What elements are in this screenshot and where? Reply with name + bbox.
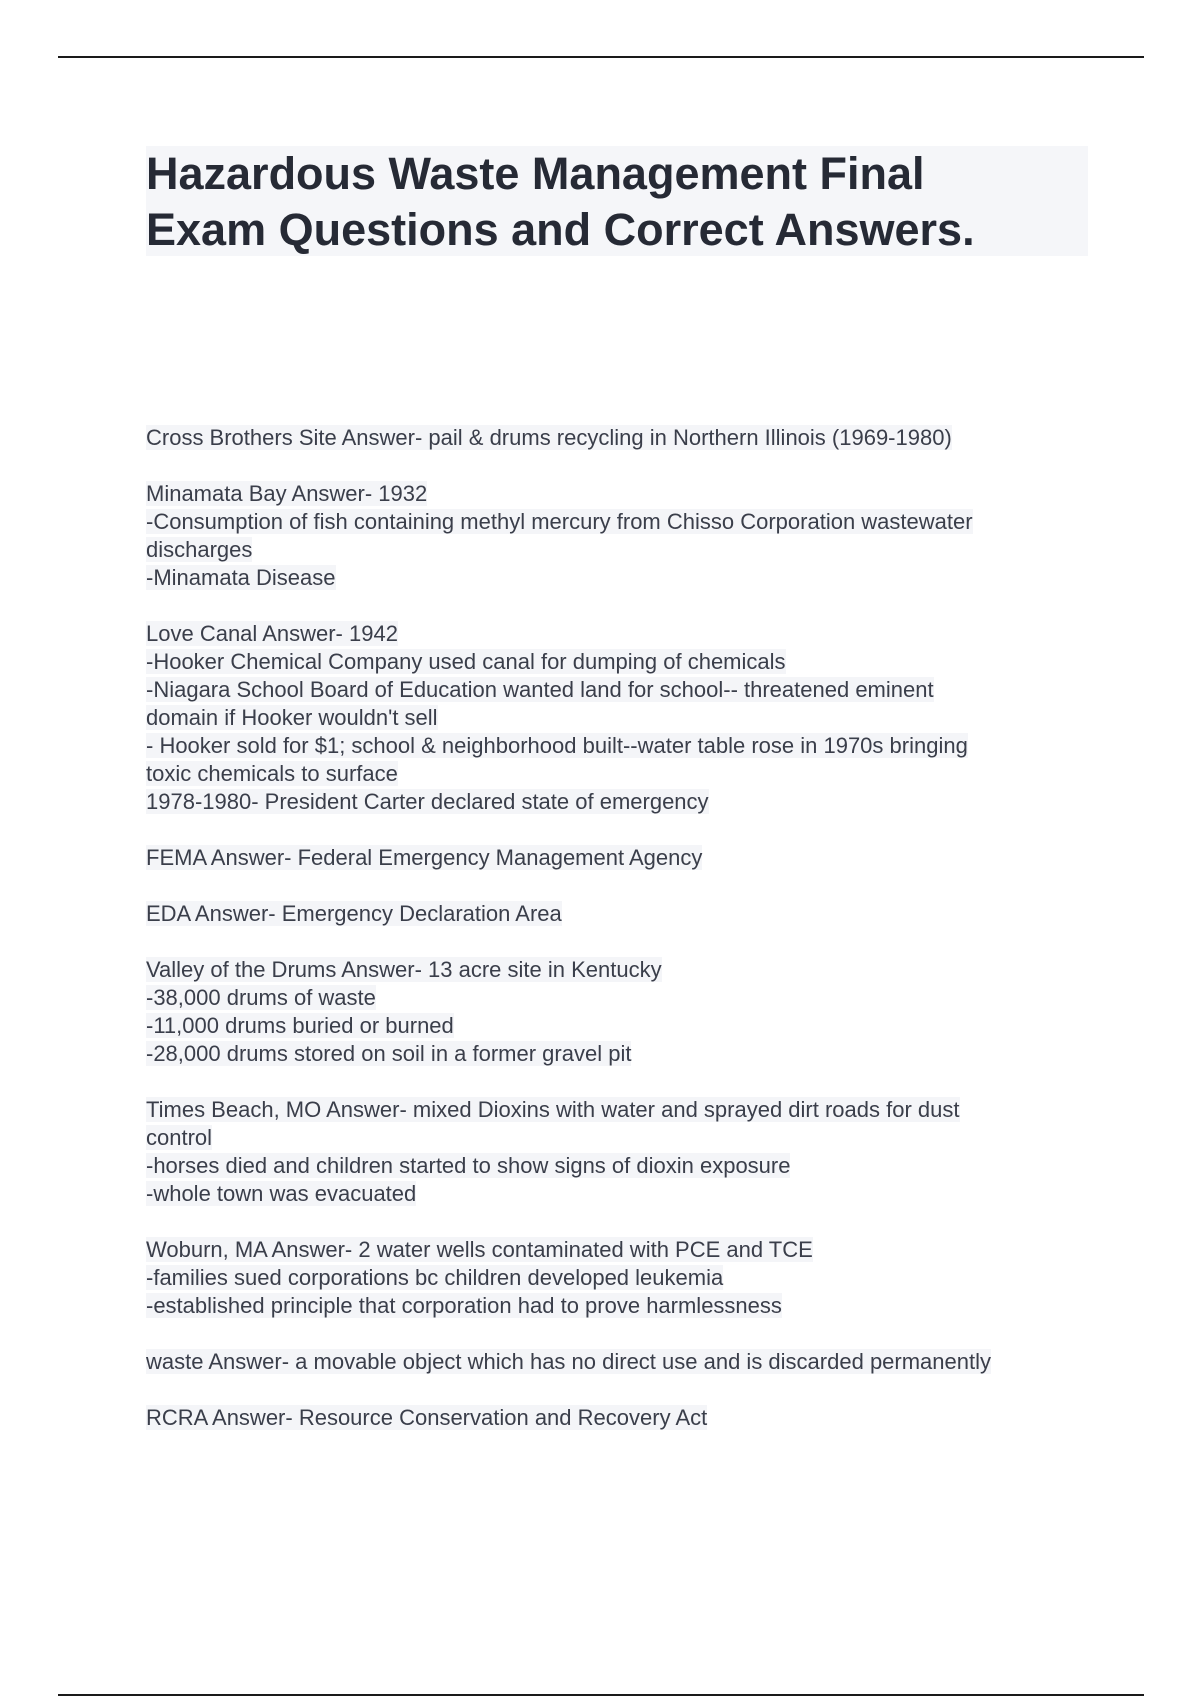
entry-line-text: Minamata Bay Answer- 1932 <box>146 481 428 506</box>
entry-line <box>146 704 1076 732</box>
qa-entry <box>146 844 1076 872</box>
entry-line-text: discharges <box>146 537 253 562</box>
entry-line <box>146 508 1076 536</box>
qa-entry <box>146 1236 1076 1320</box>
entry-line <box>146 676 1076 704</box>
entry-line <box>146 1236 1076 1264</box>
entry-line <box>146 900 1076 928</box>
entry-line <box>146 564 1076 592</box>
entry-line <box>146 424 1076 452</box>
entry-line <box>146 1012 1076 1040</box>
entry-line-text: -28,000 drums stored on soil in a former gravel pit <box>146 1041 632 1066</box>
entry-line-text: -Minamata Disease <box>146 565 336 590</box>
entry-line-text: -Consumption of fish containing methyl mercury from Chisso Corporation wastewater <box>146 509 973 534</box>
entry-line-text: EDA Answer- Emergency Declaration Area <box>146 901 562 926</box>
qa-entry <box>146 1096 1076 1208</box>
entry-line <box>146 648 1076 676</box>
entry-line-text: Woburn, MA Answer- 2 water wells contaminated with PCE and TCE <box>146 1237 813 1262</box>
entry-line-text: FEMA Answer- Federal Emergency Management Agency <box>146 845 703 870</box>
entry-line-text: Valley of the Drums Answer- 13 acre site in Kentucky <box>146 957 662 982</box>
entry-line-text: -whole town was evacuated <box>146 1181 417 1206</box>
entry-line <box>146 1152 1076 1180</box>
entry-line <box>146 844 1076 872</box>
entry-line-text: - Hooker sold for $1; school & neighborhood built--water table rose in 1970s bringing <box>146 733 968 758</box>
entry-line-text: -38,000 drums of waste <box>146 985 376 1010</box>
entry-line <box>146 1096 1076 1124</box>
entry-line <box>146 1348 1076 1376</box>
document-title <box>146 146 1088 258</box>
top-rule <box>58 56 1144 58</box>
title-block <box>146 146 1088 256</box>
entry-line <box>146 760 1076 788</box>
entry-line <box>146 788 1076 816</box>
entry-line-text: -horses died and children started to show signs of dioxin exposure <box>146 1153 791 1178</box>
entry-line-text: -established principle that corporation had to prove harmlessness <box>146 1293 782 1318</box>
qa-entry <box>146 480 1076 592</box>
entry-line <box>146 480 1076 508</box>
entry-line <box>146 1404 1076 1432</box>
title-line-1: Hazardous Waste Management Final <box>146 148 925 199</box>
qa-entry <box>146 956 1076 1068</box>
entry-line-text: control <box>146 1125 213 1150</box>
entry-line <box>146 1040 1076 1068</box>
entry-line <box>146 620 1076 648</box>
entry-line-text: RCRA Answer- Resource Conservation and Recovery Act <box>146 1405 708 1430</box>
qa-entry <box>146 620 1076 816</box>
qa-entry <box>146 424 1076 452</box>
entry-line-text: toxic chemicals to surface <box>146 761 398 786</box>
qa-entry <box>146 1404 1076 1432</box>
qa-entry <box>146 1348 1076 1376</box>
entry-line <box>146 1264 1076 1292</box>
entry-line-text: Cross Brothers Site Answer- pail & drums recycling in Northern Illinois (1969-1980) <box>146 425 952 450</box>
entry-line-text: 1978-1980- President Carter declared state of emergency <box>146 789 709 814</box>
entry-line <box>146 1124 1076 1152</box>
qa-entry <box>146 900 1076 928</box>
entry-line <box>146 732 1076 760</box>
entry-line <box>146 1180 1076 1208</box>
entry-line-text: domain if Hooker wouldn't sell <box>146 705 438 730</box>
entry-line <box>146 1292 1076 1320</box>
entry-line-text: waste Answer- a movable object which has no direct use and is discarded permanently <box>146 1349 992 1374</box>
entry-line-text: -Hooker Chemical Company used canal for dumping of chemicals <box>146 649 786 674</box>
title-line-2: Exam Questions and Correct Answers. <box>146 204 975 255</box>
entry-line-text: Times Beach, MO Answer- mixed Dioxins with water and sprayed dirt roads for dust <box>146 1097 960 1122</box>
entry-line-text: -11,000 drums buried or burned <box>146 1013 454 1038</box>
bottom-rule <box>58 1694 1144 1696</box>
entry-line-text: Love Canal Answer- 1942 <box>146 621 398 646</box>
qa-entries <box>146 424 1076 1460</box>
entry-line <box>146 984 1076 1012</box>
entry-line <box>146 956 1076 984</box>
entry-line-text: -Niagara School Board of Education wanted land for school-- threatened eminent <box>146 677 934 702</box>
entry-line <box>146 536 1076 564</box>
entry-line-text: -families sued corporations bc children developed leukemia <box>146 1265 724 1290</box>
